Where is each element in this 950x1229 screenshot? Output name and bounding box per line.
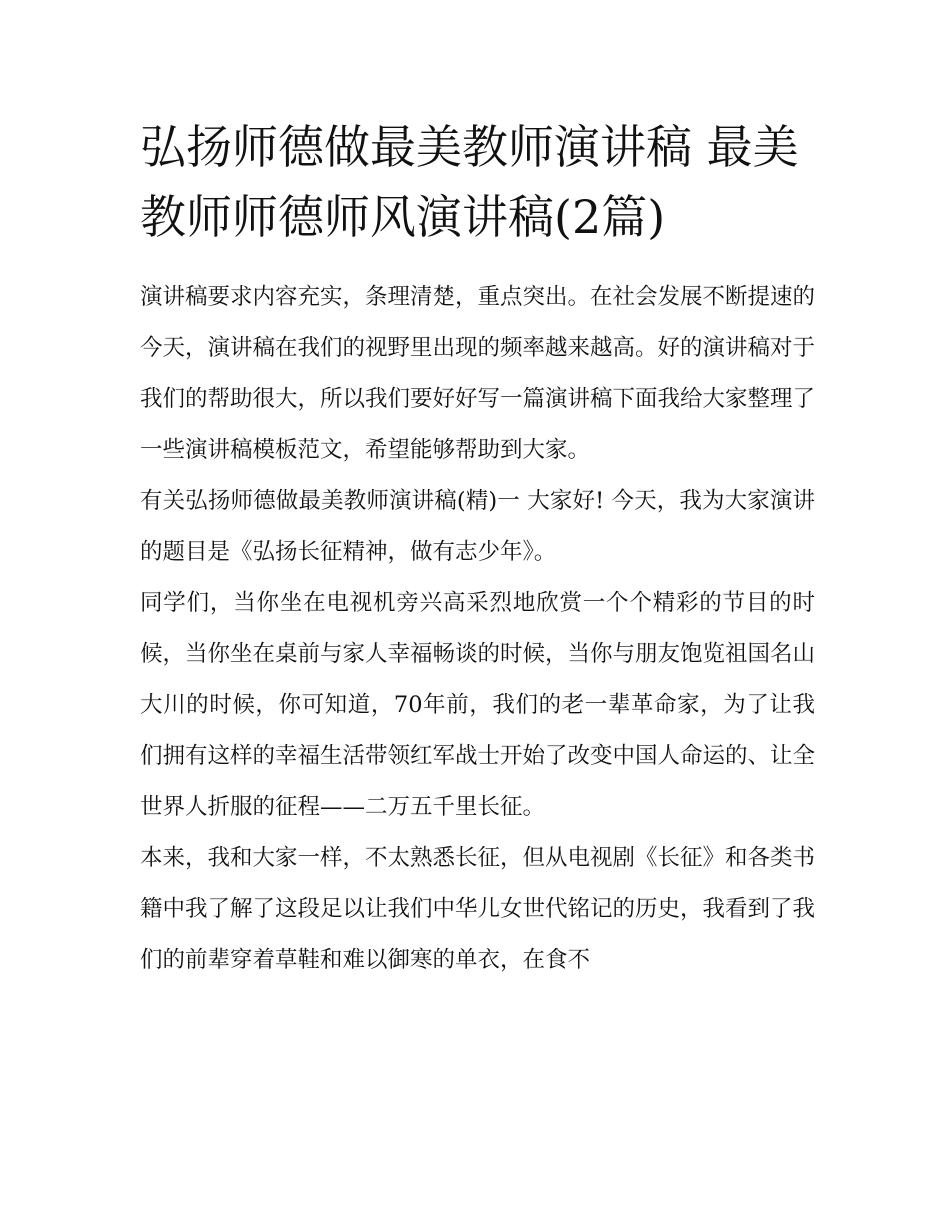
document-content	[140, 112, 815, 986]
paragraph-long-march: 本来，我和大家一样，不太熟悉长征，但从电视剧《长征》和各类书籍中我了解了这段足以让我们中华儿女世代铭记的历史，我看到了我们的前辈穿着草鞋和难以御寒的单衣，在食不	[140, 845, 816, 973]
document-title: 弘扬师德做最美教师演讲稿 最美教师师德师风演讲稿(2篇)	[140, 120, 799, 244]
paragraph-speech-opening: 有关弘扬师德做最美教师演讲稿(精)一 大家好! 今天，我为大家演讲的题目是《弘扬长征精神，做有志少年》。	[140, 488, 815, 565]
document-body	[140, 272, 815, 986]
paragraph-intro: 演讲稿要求内容充实，条理清楚，重点突出。在社会发展不断提速的今天，演讲稿在我们的视野里出现的频率越来越高。好的演讲稿对于我们的帮助很大，所以我们要好好写一篇演讲稿下面我给大家整理了一些演讲稿模板范文，希望能够帮助到大家。	[140, 284, 816, 463]
paragraph-classmates: 同学们，当你坐在电视机旁兴高采烈地欣赏一个个精彩的节目的时候，当你坐在桌前与家人幸福畅谈的时候，当你与朋友饱览祖国名山大川的时候，你可知道，70年前，我们的老一辈革命家，为了让我们拥有这样的幸福生活带领红军战士开始了改变中国人命运的、让全世界人折服的征程——二万五千里长征。	[140, 590, 816, 820]
